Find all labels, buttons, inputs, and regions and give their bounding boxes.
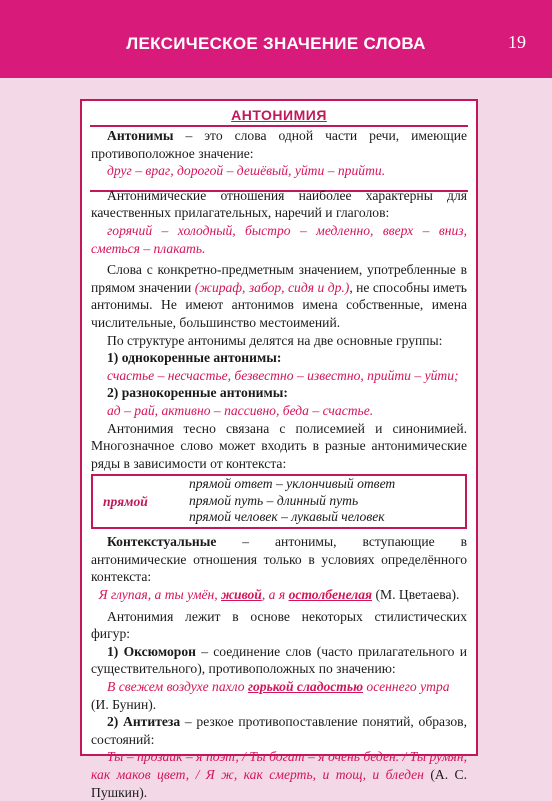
group1-example: счастье – несчастье, безвестно – известно, прийти – уйти;: [107, 367, 459, 383]
paragraph-polysemy: Антонимия тесно связана с полисемией и синонимией. Многозначное слово может входить в разные антонимические ряды в зависимости от контекста:: [91, 420, 467, 471]
antithesis-paragraph: 2) Антитеза – резкое противопоставление понятий, образов, состояний:: [91, 714, 467, 747]
paragraph-qualitative: Антонимические отношения наиболее характерны для качественных прилагательных, наречий и глаголов:: [91, 187, 467, 221]
polysemy-word: прямой: [103, 494, 148, 510]
group2-example: ад – рай, активно – пассивно, беда – счастье.: [107, 402, 374, 418]
chapter-title: ЛЕКСИЧЕСКОЕ ЗНАЧЕНИЕ СЛОВА: [126, 34, 426, 53]
page-number: 19: [508, 32, 526, 52]
group2-label: 2) разнокоренные антонимы:: [107, 385, 288, 401]
polysemy-pair: прямой путь – длинный путь: [189, 492, 359, 508]
polysemy-pair: прямой человек – лукавый человек: [189, 509, 385, 525]
definition-paragraph: Антонимы – это слова одной части речи, имеющие противоположное значение:: [91, 128, 467, 161]
card-title: АНТОНИМИЯ: [231, 107, 327, 123]
antithesis-example: Ты – прозаик – я поэт, / Ты богат – я очень беден. / Ты румян, как маков цвет, / Я ж, как смерть, и тощ, и бледен (А. С. Пушкин).: [91, 749, 467, 800]
definition-example: друг – враг, дорогой – дешёвый, уйти – прийти.: [107, 163, 386, 179]
oxymoron-paragraph: 1) Оксюморон – соединение слов (часто прилагательного и существительного), противоположных по значению:: [91, 643, 467, 677]
group1-label: 1) однокоренные антонимы:: [107, 350, 282, 366]
paragraph-structure: По структуре антонимы делятся на две основные группы:: [107, 332, 443, 348]
oxymoron-source: (И. Бунин).: [91, 696, 157, 712]
polysemy-pairs: [189, 476, 395, 526]
oxymoron-example: В свежем воздухе пахло горькой сладостью осеннего утра: [107, 679, 450, 695]
paragraph-concrete: Слова с конкретно-предметным значением, употребленные в прямом значении (жираф, забор, сидя и др.), не способны иметь антонимы. Не имеют антонимов имена собственные, имена числительные, большинство местоимений.: [91, 262, 467, 330]
page-header: [0, 0, 552, 78]
polysemy-pair: прямой ответ – уклончивый ответ: [189, 476, 396, 492]
antonymy-card: [80, 99, 478, 800]
paragraph-contextual: Контекстуальные – антонимы, вступающие в антонимические отношения только в условиях определённого контекста:: [91, 534, 467, 585]
contextual-example: Я глупая, а ты умён, живой, а я остолбенелая (М. Цветаева).: [98, 587, 460, 603]
card-content: [91, 127, 467, 801]
qualitative-example: горячий – холодный, быстро – медленно, вверх – вниз, сметься – плакать.: [91, 222, 467, 256]
paragraph-figures: Антонимия лежит в основе некоторых стилистических фигур:: [91, 608, 467, 642]
polysemy-table: [91, 474, 467, 529]
